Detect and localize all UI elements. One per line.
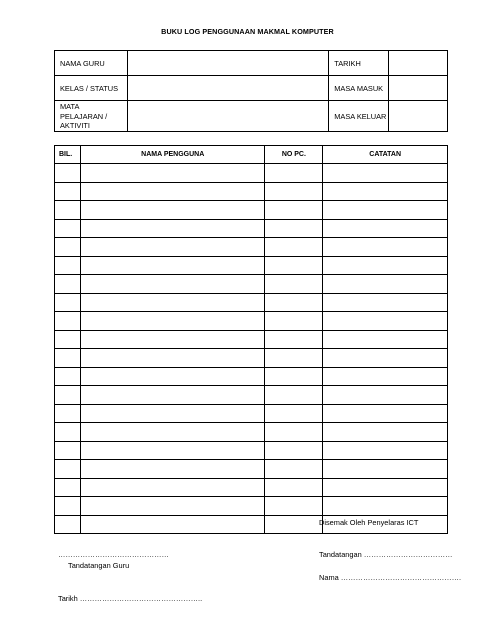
catatan-cell[interactable] [323,238,448,257]
bil-cell[interactable] [55,293,81,312]
table-row [55,349,448,368]
no-pc-cell[interactable] [265,164,323,183]
document-title: BUKU LOG PENGGUNAAN MAKMAL KOMPUTER [161,27,334,36]
nama-pengguna-cell[interactable] [80,478,265,497]
no-pc-cell[interactable] [265,312,323,331]
table-row [55,330,448,349]
bil-cell[interactable] [55,238,81,257]
no-pc-cell[interactable] [265,515,323,534]
catatan-cell[interactable] [323,164,448,183]
nama-pengguna-cell[interactable] [80,201,265,220]
bil-cell[interactable] [55,219,81,238]
kelas-status-label: KELAS / STATUS [55,76,128,101]
no-pc-cell[interactable] [265,201,323,220]
no-pc-cell[interactable] [265,386,323,405]
table-row [55,182,448,201]
bil-cell[interactable] [55,275,81,294]
header-bil: BIL. [55,146,81,164]
table-row [55,367,448,386]
table-row [55,478,448,497]
header-nama-pengguna: NAMA PENGGUNA [80,146,265,164]
nama-pengguna-cell[interactable] [80,386,265,405]
catatan-cell[interactable] [323,460,448,479]
nama-pengguna-cell[interactable] [80,238,265,257]
table-row [55,386,448,405]
no-pc-cell[interactable] [265,256,323,275]
bil-cell[interactable] [55,460,81,479]
nama-guru-field[interactable] [127,51,328,76]
masa-keluar-field[interactable] [389,101,448,132]
table-row [55,441,448,460]
table-row [55,238,448,257]
bil-cell[interactable] [55,497,81,516]
bil-cell[interactable] [55,404,81,423]
no-pc-cell[interactable] [265,182,323,201]
bil-cell[interactable] [55,312,81,331]
catatan-cell[interactable] [323,423,448,442]
catatan-cell[interactable] [323,182,448,201]
masa-masuk-label: MASA MASUK [329,76,389,101]
nama-pengguna-cell[interactable] [80,423,265,442]
bil-cell[interactable] [55,367,81,386]
nama-pengguna-cell[interactable] [80,330,265,349]
header-catatan: CATATAN [323,146,448,164]
nama-guru-label: NAMA GURU [55,51,128,76]
no-pc-cell[interactable] [265,460,323,479]
no-pc-cell[interactable] [265,423,323,442]
table-row [55,460,448,479]
masa-keluar-label: MASA KELUAR [329,101,389,132]
nama-pengguna-cell[interactable] [80,256,265,275]
nama-pengguna-cell[interactable] [80,312,265,331]
catatan-cell[interactable] [323,404,448,423]
bil-cell[interactable] [55,386,81,405]
no-pc-cell[interactable] [265,367,323,386]
catatan-cell[interactable] [323,478,448,497]
nama-pengguna-cell[interactable] [80,441,265,460]
bil-cell[interactable] [55,182,81,201]
no-pc-cell[interactable] [265,330,323,349]
bil-cell[interactable] [55,478,81,497]
no-pc-cell[interactable] [265,441,323,460]
catatan-cell[interactable] [323,201,448,220]
masa-masuk-field[interactable] [389,76,448,101]
table-row [55,404,448,423]
table-row [55,201,448,220]
nama-pengguna-cell[interactable] [80,367,265,386]
mata-pelajaran-field[interactable] [127,101,328,132]
no-pc-cell[interactable] [265,293,323,312]
bil-cell[interactable] [55,164,81,183]
tarikh-label: TARIKH [329,51,389,76]
nama-pengguna-cell[interactable] [80,275,265,294]
table-row [55,164,448,183]
nama-pengguna-cell[interactable] [80,404,265,423]
no-pc-cell[interactable] [265,497,323,516]
catatan-cell[interactable] [323,367,448,386]
nama-pengguna-cell[interactable] [80,182,265,201]
guru-signature-label: Tandatangan Guru [68,561,130,570]
table-row [55,256,448,275]
table-row [55,312,448,331]
no-pc-cell[interactable] [265,275,323,294]
catatan-cell[interactable] [323,330,448,349]
header-no-pc: NO PC. [265,146,323,164]
nama-pengguna-cell[interactable] [80,460,265,479]
no-pc-cell[interactable] [265,219,323,238]
info-table [54,50,448,132]
nama-pengguna-cell[interactable] [80,497,265,516]
catatan-cell[interactable] [323,219,448,238]
log-table [54,145,448,534]
bil-cell[interactable] [55,330,81,349]
penyelaras-signature-line[interactable]: Tandatangan ……………………………… [319,550,453,559]
table-row [55,275,448,294]
tarikh-field[interactable] [389,51,448,76]
table-row [55,219,448,238]
disemak-label: Disemak Oleh Penyelaras ICT [319,518,419,527]
bil-cell[interactable] [55,256,81,275]
nama-pengguna-cell[interactable] [80,349,265,368]
bil-cell[interactable] [55,515,81,534]
catatan-cell[interactable] [323,349,448,368]
catatan-cell[interactable] [323,441,448,460]
no-pc-cell[interactable] [265,478,323,497]
nama-pengguna-cell[interactable] [80,515,265,534]
guru-signature-line[interactable]: ……………………………………… [58,550,169,559]
kelas-status-field[interactable] [127,76,328,101]
catatan-cell[interactable] [323,275,448,294]
nama-pengguna-cell[interactable] [80,164,265,183]
bil-cell[interactable] [55,201,81,220]
nama-pengguna-cell[interactable] [80,219,265,238]
table-row [55,423,448,442]
mata-pelajaran-label: MATA PELAJARAN / AKTIVITI [55,101,128,132]
bil-cell[interactable] [55,349,81,368]
no-pc-cell[interactable] [265,404,323,423]
no-pc-cell[interactable] [265,349,323,368]
catatan-cell[interactable] [323,256,448,275]
table-row [55,293,448,312]
tarikh-line[interactable]: Tarikh ………………………………………….. [58,594,203,603]
table-row [55,497,448,516]
penyelaras-name-line[interactable]: Nama …………………………………………. [319,573,462,582]
nama-pengguna-cell[interactable] [80,293,265,312]
catatan-cell[interactable] [323,312,448,331]
bil-cell[interactable] [55,423,81,442]
catatan-cell[interactable] [323,386,448,405]
catatan-cell[interactable] [323,497,448,516]
catatan-cell[interactable] [323,293,448,312]
bil-cell[interactable] [55,441,81,460]
no-pc-cell[interactable] [265,238,323,257]
